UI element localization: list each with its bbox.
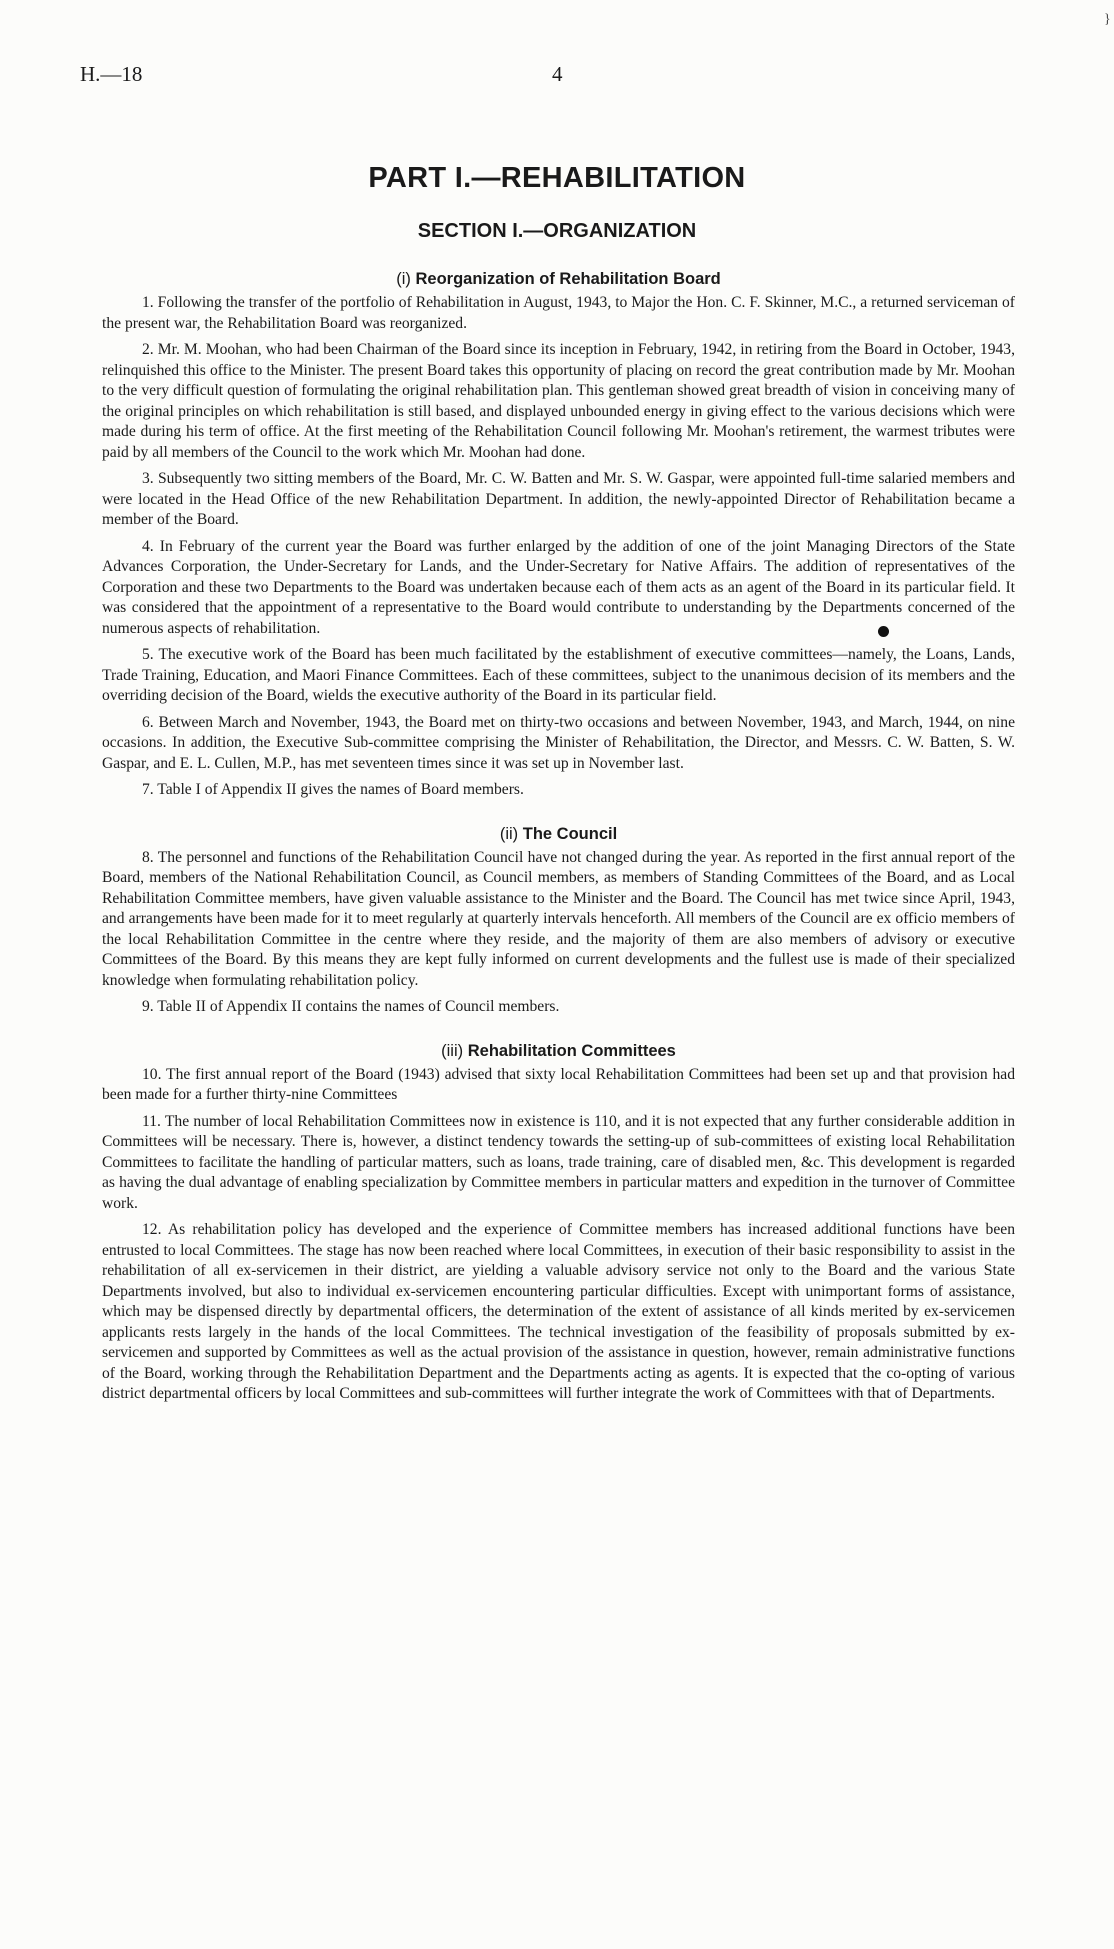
subsection-heading-council (102, 825, 1015, 844)
subsection-heading-reorganization (102, 270, 1015, 289)
paragraph-6: 6. Between March and November, 1943, the Board met on thirty-two occasions and between November, 1943, and March, 1944, on nine occasions. In addition, the Executive Sub-committee comprising the Minister of Rehabilitation, the Director, and Messrs. C. W. Batten, S. W. Gaspar, and E. L. Cullen, M.P., has met seventeen times since it was set up in November last. (102, 713, 1015, 772)
paragraph-8: 8. The personnel and functions of the Rehabilitation Council have not changed during the year. As reported in the first annual report of the Board, members of the National Rehabilitation Council, as Council members, as members of Standing Committees of the Board, and as Local Rehabilitation Committee members, have given valuable assistance to the Minister and the Board. The Council has met twice since April, 1943, and arrangements have been made for it to meet regularly at quarterly intervals henceforth. All members of the Council are ex officio members of the local Rehabilitation Committee in the centre where they reside, and the majority of them are also members of advisory or executive Committees of the Board. By this means they are kept fully informed on current developments and the fullest use is made of their specialized knowledge when formulating rehabilitation policy. (102, 848, 1015, 989)
subsection-number: (i) (396, 270, 411, 288)
subsection-title: Rehabilitation Committees (467, 1041, 676, 1060)
edge-scan-mark: } (1104, 12, 1111, 27)
paragraph-9: 9. Table II of Appendix II contains the names of Council members. (142, 998, 560, 1015)
running-head (80, 62, 1020, 92)
subsection-title: The Council (522, 824, 618, 843)
section-title: SECTION I.—ORGANIZATION (417, 220, 697, 242)
paragraph-1: 1. Following the transfer of the portfolio of Rehabilitation in August, 1943, to Major the Hon. C. F. Skinner, M.C., a returned serviceman of the present war, the Rehabilitation Board was reorganized. (102, 294, 1015, 332)
paragraph-2: 2. Mr. M. Moohan, who had been Chairman of the Board since its inception in February, 1942, in retiring from the Board in October, 1943, relinquished this office to the Minister. The present Board takes this opportunity of placing on record the great contribution made by Mr. Moohan to the very difficult question of formulating the original rehabilitation plan. This gentleman showed great breadth of vision in conceiving many of the original principles on which rehabilitation is still based, and displayed unbounded energy in giving effect to the various decisions which were made during his term of office. At the first meeting of the Rehabilitation Council following Mr. Moohan's retirement, the warmest tributes were paid by all members of the Council to the work which Mr. Moohan had done. (102, 341, 1015, 461)
paragraph-11: 11. The number of local Rehabilitation Committees now in existence is 110, and it is not expected that any further considerable addition in Committees will be necessary. There is, however, a distinct tendency towards the setting-up of sub-committees of existing local Rehabilitation Committees to facilitate the handling of particular matters, such as loans, trade training, care of disabled men, &c. This development is regarded as having the dual advantage of enabling specialization by Committee members in particular matters and expedition in the turnover of Committee work. (102, 1112, 1015, 1212)
paragraph-10: 10. The first annual report of the Board (1943) advised that sixty local Rehabilitation Committees had been set up and that provision had been made for a further thirty-nine Committees (102, 1065, 1015, 1103)
paragraph-3: 3. Subsequently two sitting members of the Board, Mr. C. W. Batten and Mr. S. W. Gaspar, were appointed full-time salaried members and were located in the Head Office of the new Rehabilitation Department. In addition, the newly-appointed Director of Rehabilitation became a member of the Board. (102, 470, 1015, 528)
paragraph-7: 7. Table I of Appendix II gives the names of Board members. (142, 781, 524, 798)
subsection-number: (iii) (441, 1041, 464, 1060)
paragraph-5: 5. The executive work of the Board has been much facilitated by the establishment of executive committees—namely, the Loans, Lands, Trade Training, Education, and Maori Finance Committees. Each of these committees, subject to the unanimous decision of its members and the overriding decision of the Board, wields the executive authority of the Board in its particular field. (102, 646, 1015, 704)
page-number: 4 (552, 62, 563, 86)
subsection-heading-committees (102, 1042, 1015, 1061)
document-code: H.—18 (80, 62, 143, 86)
part-title: PART I.—REHABILITATION (368, 162, 746, 194)
subsection-title: Reorganization of Rehabilitation Board (415, 270, 721, 288)
subsection-number: (ii) (499, 824, 519, 843)
paragraph-12: 12. As rehabilitation policy has developed and the experience of Committee members has increased additional functions have been entrusted to local Committees. The stage has now been reached where local Committees, in execution of their basic responsibility to assist in the rehabilitation of all ex-servicemen in their district, are yielding a valuable advisory service not only to the Board and the various State Departments involved, but also to individual ex-servicemen encountering particular difficulties. Except with unimportant forms of assistance, which may be dispensed directly by departmental officers, the determination of the extent of assistance of all kinds merited by ex-servicemen applicants rests largely in the hands of the local Committees. The technical investigation of the feasibility of proposals submitted by ex-servicemen and supported by Committees as well as the actual provision of the assistance in question, however, remain administrative functions of the Board, working through the Rehabilitation Department and the Departments acting as agents. It is expected that the co-opting of various district departmental officers by local Committees and sub-committees will further integrate the work of Committees with that of Departments. (102, 1221, 1015, 1402)
document-body (102, 270, 1015, 1411)
paragraph-4: 4. In February of the current year the Board was further enlarged by the addition of one of the joint Managing Directors of the State Advances Corporation, the Under-Secretary for Lands, and the Under-Secretary for Native Affairs. The addition of representatives of the Corporation and these two Departments to the Board was undertaken because each of them acts as an agent of the Board in its particular field. It was considered that the appointment of a representative to the Board would contribute to understanding by the Departments concerned of the numerous aspects of rehabilitation. (102, 537, 1015, 637)
